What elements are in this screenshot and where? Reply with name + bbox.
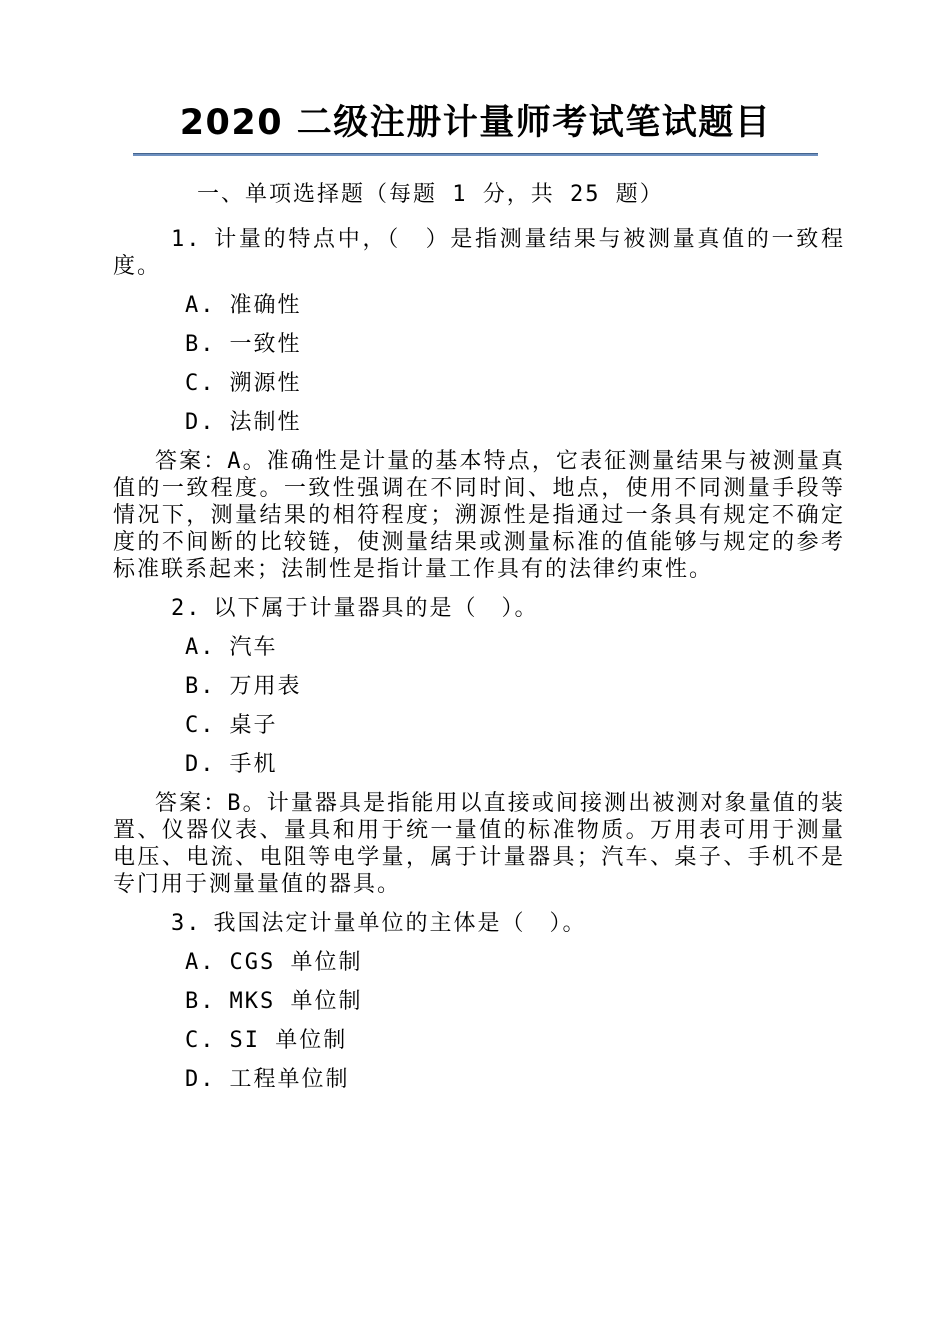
question-2-option-c [113,712,845,739]
question-2-option-b [113,673,845,700]
question-2-text [113,595,845,622]
option-text: 工程单位制 [229,1067,350,1092]
option-text: SI 单位制 [229,1028,348,1053]
option-label: B. [185,674,216,699]
option-text: CGS 单位制 [229,950,363,975]
question-3-option-d [113,1066,845,1093]
section-heading: 一、单项选择题（每题 1 分，共 25 题） [197,182,664,207]
question-1-text [113,226,845,280]
question-2-option-d [113,751,845,778]
option-label: A. [185,635,216,660]
title-underline-rule [133,153,818,156]
question-3-option-c [113,1027,845,1054]
question-1-option-b [113,331,845,358]
option-text: 汽车 [229,635,278,660]
question-1-number: 1. [171,227,202,252]
option-text: 万用表 [229,674,302,699]
question-3-option-b [113,988,845,1015]
question-2-body: 以下属于计量器具的是（ ）。 [213,596,539,621]
document-page [0,100,950,1330]
option-text: 法制性 [229,410,302,435]
option-text: MKS 单位制 [229,989,363,1014]
question-2-number: 2. [171,596,202,621]
document-title: 2020 二级注册计量师考试笔试题目 [179,103,772,143]
option-label: C. [185,371,216,396]
option-text: 一致性 [229,332,302,357]
question-3-number: 3. [171,911,202,936]
question-block-2 [113,595,845,898]
question-1-answer: 答案：A。准确性是计量的基本特点，它表征测量结果与被测量真值的一致程度。一致性强调在不同时间、地点，使用不同测量手段等情况下，测量结果的相符程度；溯源性是指通过一条具有规定不确定度的不间断的比较链，使测量结果或测量标准的值能够与规定的参考标准联系起来；法制性是指计量工作具有的法律约束性。 [113,449,845,582]
option-text: 桌子 [229,713,278,738]
option-label: B. [185,989,216,1014]
question-1-body: 计量的特点中，（ ）是指测量结果与被测量真值的一致程度。 [113,227,845,279]
question-1-option-d [113,409,845,436]
question-3-body: 我国法定计量单位的主体是（ ）。 [213,911,587,936]
option-label: D. [185,1067,216,1092]
question-1-option-a [113,292,845,319]
option-text: 溯源性 [229,371,302,396]
option-label: C. [185,713,216,738]
option-label: B. [185,332,216,357]
question-block-1 [113,226,845,583]
option-label: C. [185,1028,216,1053]
option-label: A. [185,950,216,975]
option-label: D. [185,752,216,777]
option-label: D. [185,410,216,435]
question-2-option-a [113,634,845,661]
option-text: 手机 [229,752,278,777]
document-content [0,100,950,1093]
question-2-answer: 答案：B。计量器具是指能用以直接或间接测出被测对象量值的装置、仪器仪表、量具和用于统一量值的标准物质。万用表可用于测量电压、电流、电阻等电学量，属于计量器具；汽车、桌子、手机不是专门用于测量量值的器具。 [113,791,845,897]
question-1-option-c [113,370,845,397]
option-text: 准确性 [229,293,302,318]
option-label: A. [185,293,216,318]
question-3-option-a [113,949,845,976]
question-3-text [113,910,845,937]
question-block-3 [113,910,845,1093]
